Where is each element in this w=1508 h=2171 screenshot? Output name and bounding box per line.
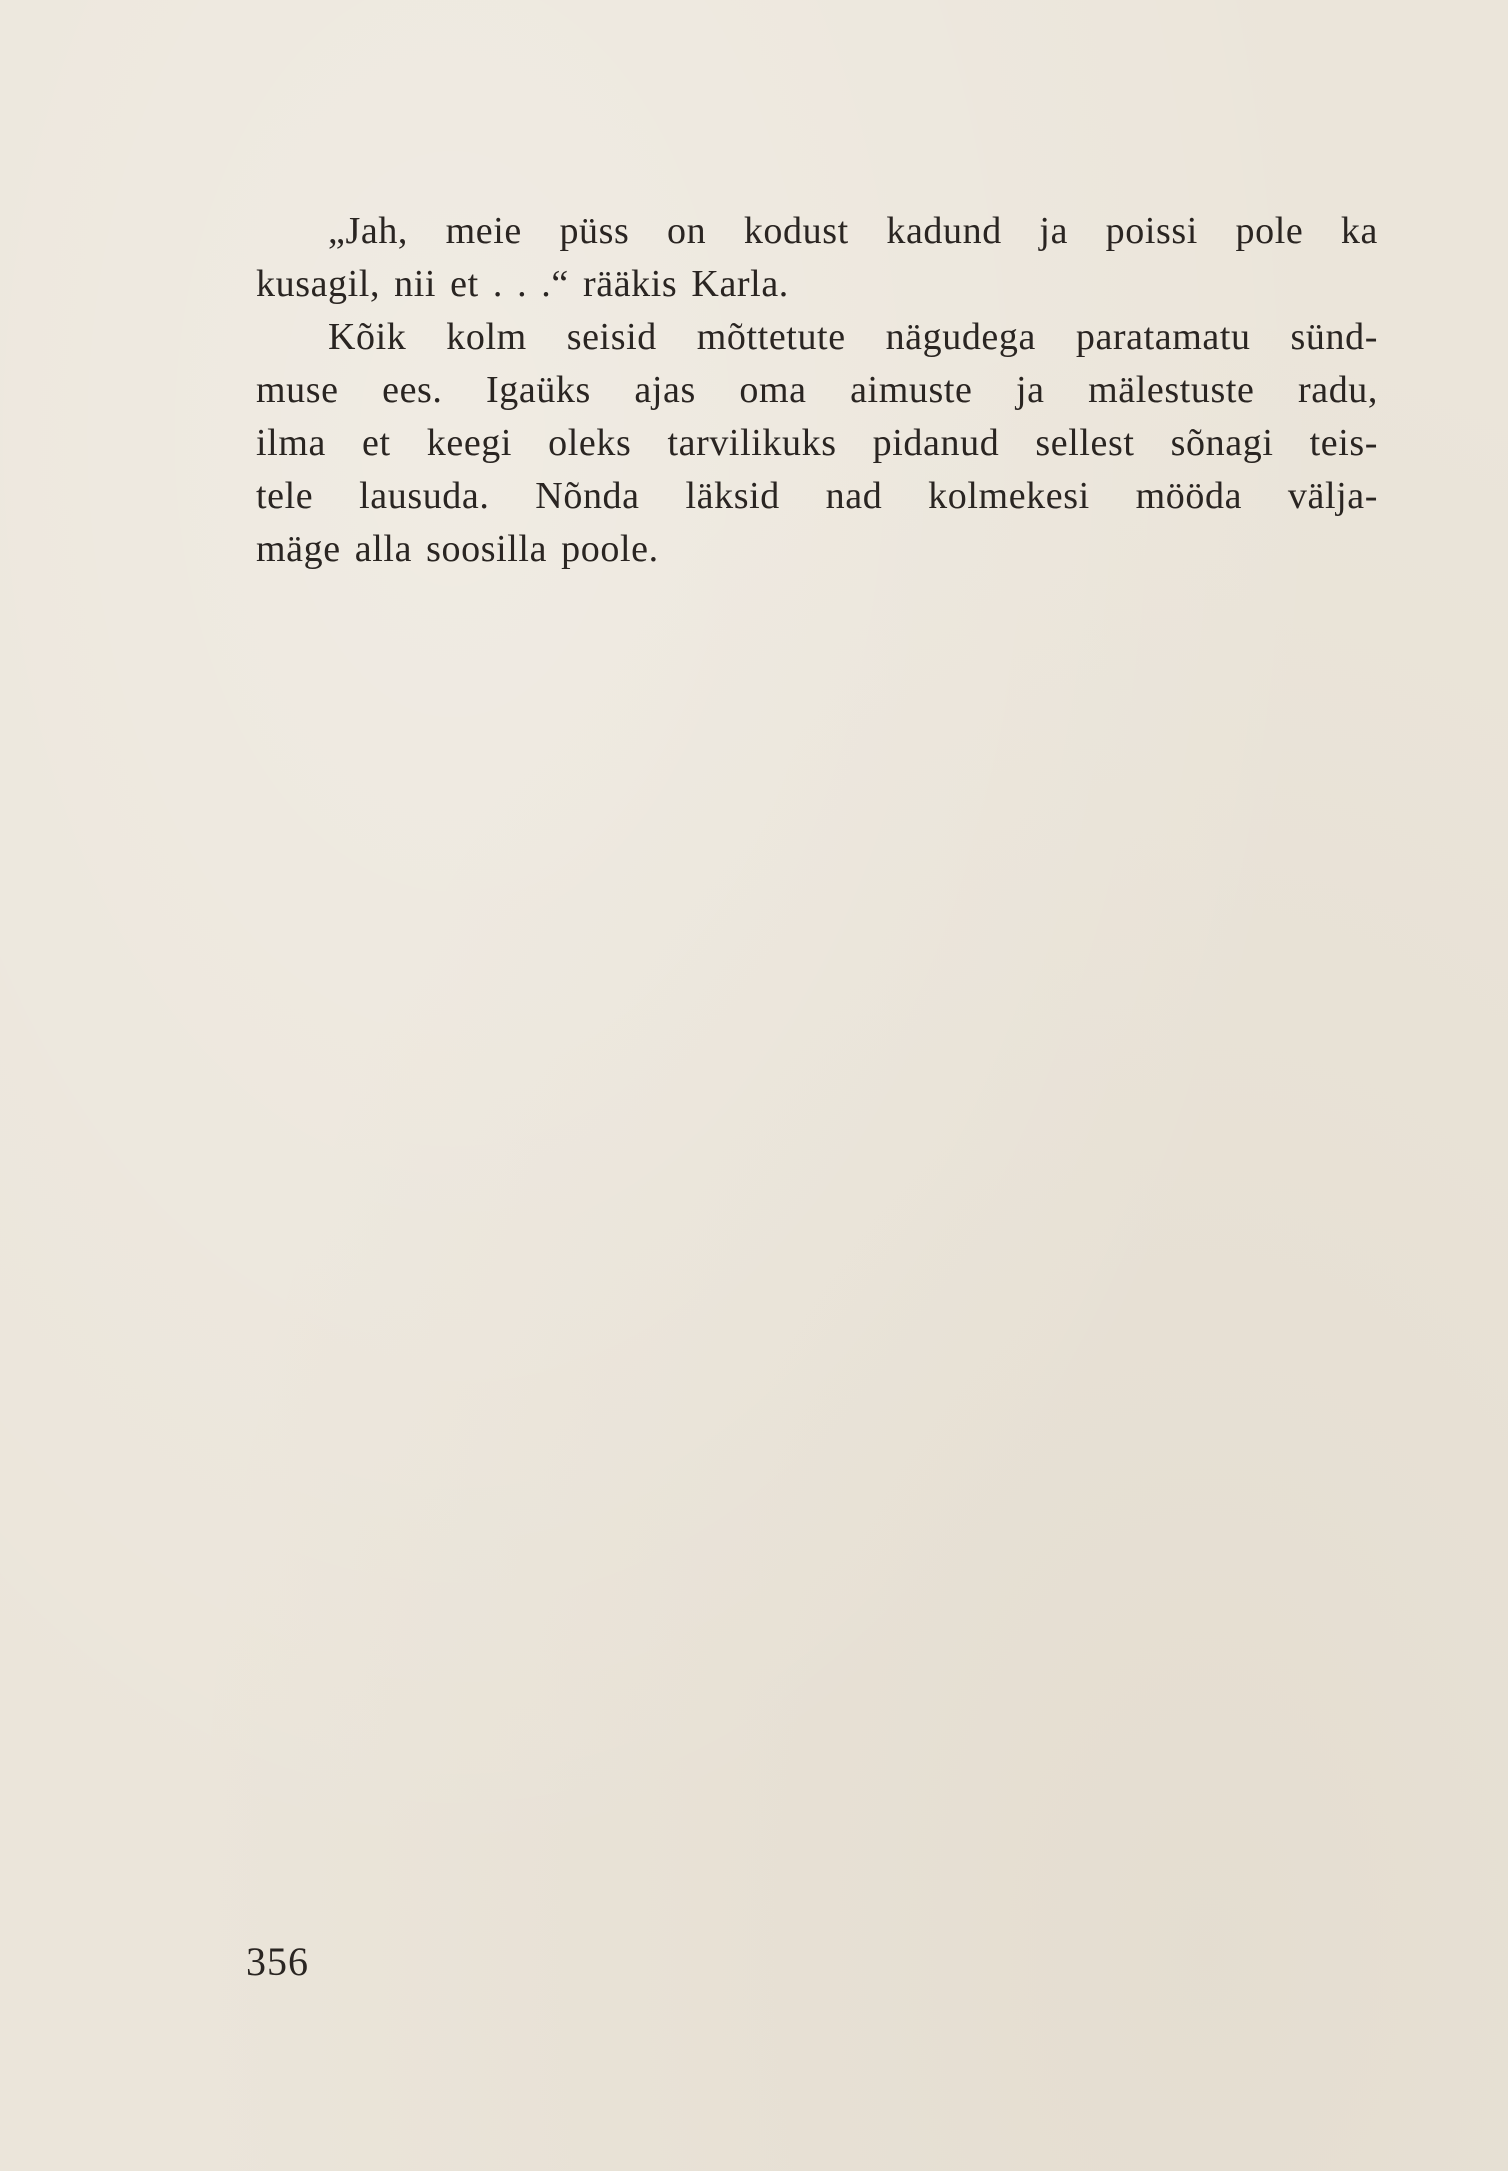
text-line: „Jah, meie püss on kodust kadund ja poissi pole ka bbox=[328, 210, 1378, 252]
text-line: tele lausuda. Nõnda läksid nad kolmekesi mööda välja- bbox=[256, 475, 1378, 517]
paragraph-2 bbox=[256, 311, 1378, 576]
text-line: Kõik kolm seisid mõttetute nägudega paratamatu sünd- bbox=[328, 316, 1378, 358]
body-text bbox=[256, 205, 1378, 576]
text-line: ilma et keegi oleks tarvilikuks pidanud sellest sõnagi teis- bbox=[256, 422, 1378, 464]
text-line: muse ees. Igaüks ajas oma aimuste ja mälestuste radu, bbox=[256, 369, 1378, 411]
paragraph-1 bbox=[256, 205, 1378, 311]
text-line: mäge alla soosilla poole. bbox=[256, 528, 659, 570]
text-line: kusagil, nii et . . .“ rääkis Karla. bbox=[256, 263, 789, 305]
page-number: 356 bbox=[246, 1939, 309, 1984]
